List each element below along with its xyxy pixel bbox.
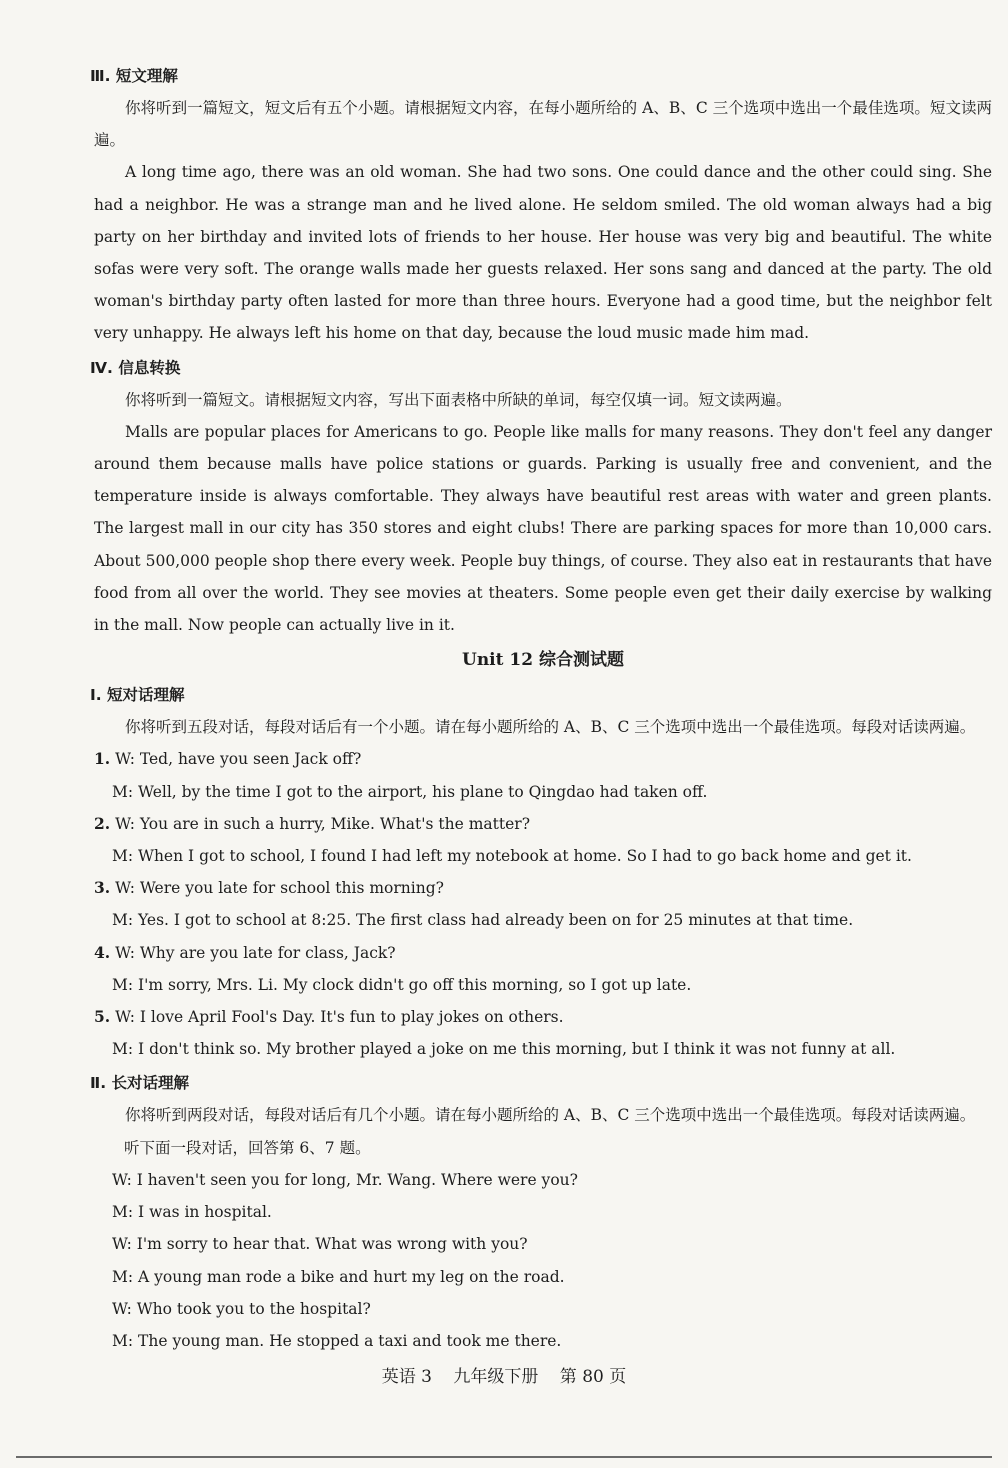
dialogue-2-w <box>94 808 992 840</box>
footer-grade: 九年级下册 <box>453 1367 539 1387</box>
footer-subject: 英语 3 <box>381 1367 432 1387</box>
passage-4: Malls are popular places for Americans to go. People like malls for many reasons. They don't feel any danger around them because malls have police stations or guards. Parking is usually free and convenient, and the temperature inside is always comfortable. They always have beautiful rest areas with water and green plants. The largest mall in our city has 350 stores and eight clubs! There are parking spaces for more than 10,000 cars. About 500,000 people shop there every week. People buy things, of course. They also eat in restaurants that have food from all over the world. They see movies at theaters. Some people even get their daily exercise by walking in the mall. Now people can actually live in it. <box>94 422 992 635</box>
page-footer <box>0 1362 1008 1392</box>
long-dialogue-line: M: The young man. He stopped a taxi and took me there. <box>112 1331 562 1350</box>
part1-heading: Ⅰ. 短对话理解 <box>90 686 185 705</box>
footer-page-number: 第 80 页 <box>559 1367 627 1387</box>
long-dialogue-line: W: Who took you to the hospital? <box>112 1299 371 1318</box>
section-heading-4: Ⅳ. 信息转换 <box>90 358 181 377</box>
long-dialogue <box>94 1164 992 1357</box>
dialogue-line: W: Were you late for school this morning? <box>115 879 444 898</box>
part2-sub-instruction: 听下面一段对话，回答第 6、7 题。 <box>124 1138 371 1157</box>
dialogue-2-m: M: When I got to school, I found I had left my notebook at home. So I had to go back home and get it. <box>112 847 912 866</box>
dialogue-3-m: M: Yes. I got to school at 8:25. The first class had already been on for 25 minutes at that time. <box>112 911 854 930</box>
long-dialogue-line: W: I haven't seen you for long, Mr. Wang. Where were you? <box>112 1170 578 1189</box>
dialogue-4-w <box>94 937 992 969</box>
section-instruction-4: 你将听到一篇短文。请根据短文内容，写出下面表格中所缺的单词，每空仅填一词。短文读两遍。 <box>125 390 792 409</box>
section-instruction-3: 你将听到一篇短文，短文后有五个小题。请根据短文内容，在每小题所给的 A、B、C 三个选项中选出一个最佳选项。短文读两遍。 <box>94 99 992 150</box>
dialogue-1-w <box>94 743 992 775</box>
dialogue-line: W: Why are you late for class, Jack? <box>115 943 396 962</box>
dialogue-4-m: M: I'm sorry, Mrs. Li. My clock didn't go off this morning, so I got up late. <box>112 975 692 994</box>
long-dialogue-line: M: A young man rode a bike and hurt my leg on the road. <box>112 1267 565 1286</box>
long-dialogue-line: W: I'm sorry to hear that. What was wrong with you? <box>112 1235 528 1254</box>
part2-heading: Ⅱ. 长对话理解 <box>90 1074 189 1093</box>
dialogue-list <box>94 743 992 1065</box>
item-number: 5. <box>94 1007 111 1027</box>
item-number: 1. <box>94 749 111 769</box>
passage-3: A long time ago, there was an old woman. She had two sons. One could dance and the other could sing. She had a neighbor. He was a strange man and he lived alone. He seldom smiled. The old woman always had a big party on her birthday and invited lots of friends to her house. Her house was very big and beautiful. The white sofas were very soft. The orange walls made her guests relaxed. Her sons sang and danced at the party. The old woman's birthday party often lasted for more than three hours. Everyone had a good time, but the neighbor felt very unhappy. He always left his home on that day, because the loud music made him mad. <box>94 163 992 343</box>
item-number: 2. <box>94 813 111 833</box>
dialogue-line: W: You are in such a hurry, Mike. What's the matter? <box>115 814 531 833</box>
long-dialogue-line: M: I was in hospital. <box>112 1203 272 1222</box>
dialogue-line: W: Ted, have you seen Jack off? <box>115 750 362 769</box>
dialogue-line: W: I love April Fool's Day. It's fun to play jokes on others. <box>115 1008 564 1027</box>
item-number: 4. <box>94 942 111 962</box>
dialogue-1-m: M: Well, by the time I got to the airport, his plane to Qingdao had taken off. <box>112 782 708 801</box>
section-heading-3: Ⅲ. 短文理解 <box>90 67 178 85</box>
dialogue-5-m: M: I don't think so. My brother played a joke on me this morning, but I think it was not funny at all. <box>112 1040 896 1059</box>
dialogue-5-w <box>94 1001 992 1033</box>
part1-instruction: 你将听到五段对话，每段对话后有一个小题。请在每小题所给的 A、B、C 三个选项中选出一个最佳选项。每段对话读两遍。 <box>125 718 976 737</box>
item-number: 3. <box>94 878 111 898</box>
bottom-divider <box>16 1456 992 1458</box>
dialogue-3-w <box>94 872 992 904</box>
part2-instruction: 你将听到两段对话，每段对话后有几个小题。请在每小题所给的 A、B、C 三个选项中选出一个最佳选项。每段对话读两遍。 <box>125 1106 976 1125</box>
unit-title: Unit 12 综合测试题 <box>462 650 624 671</box>
